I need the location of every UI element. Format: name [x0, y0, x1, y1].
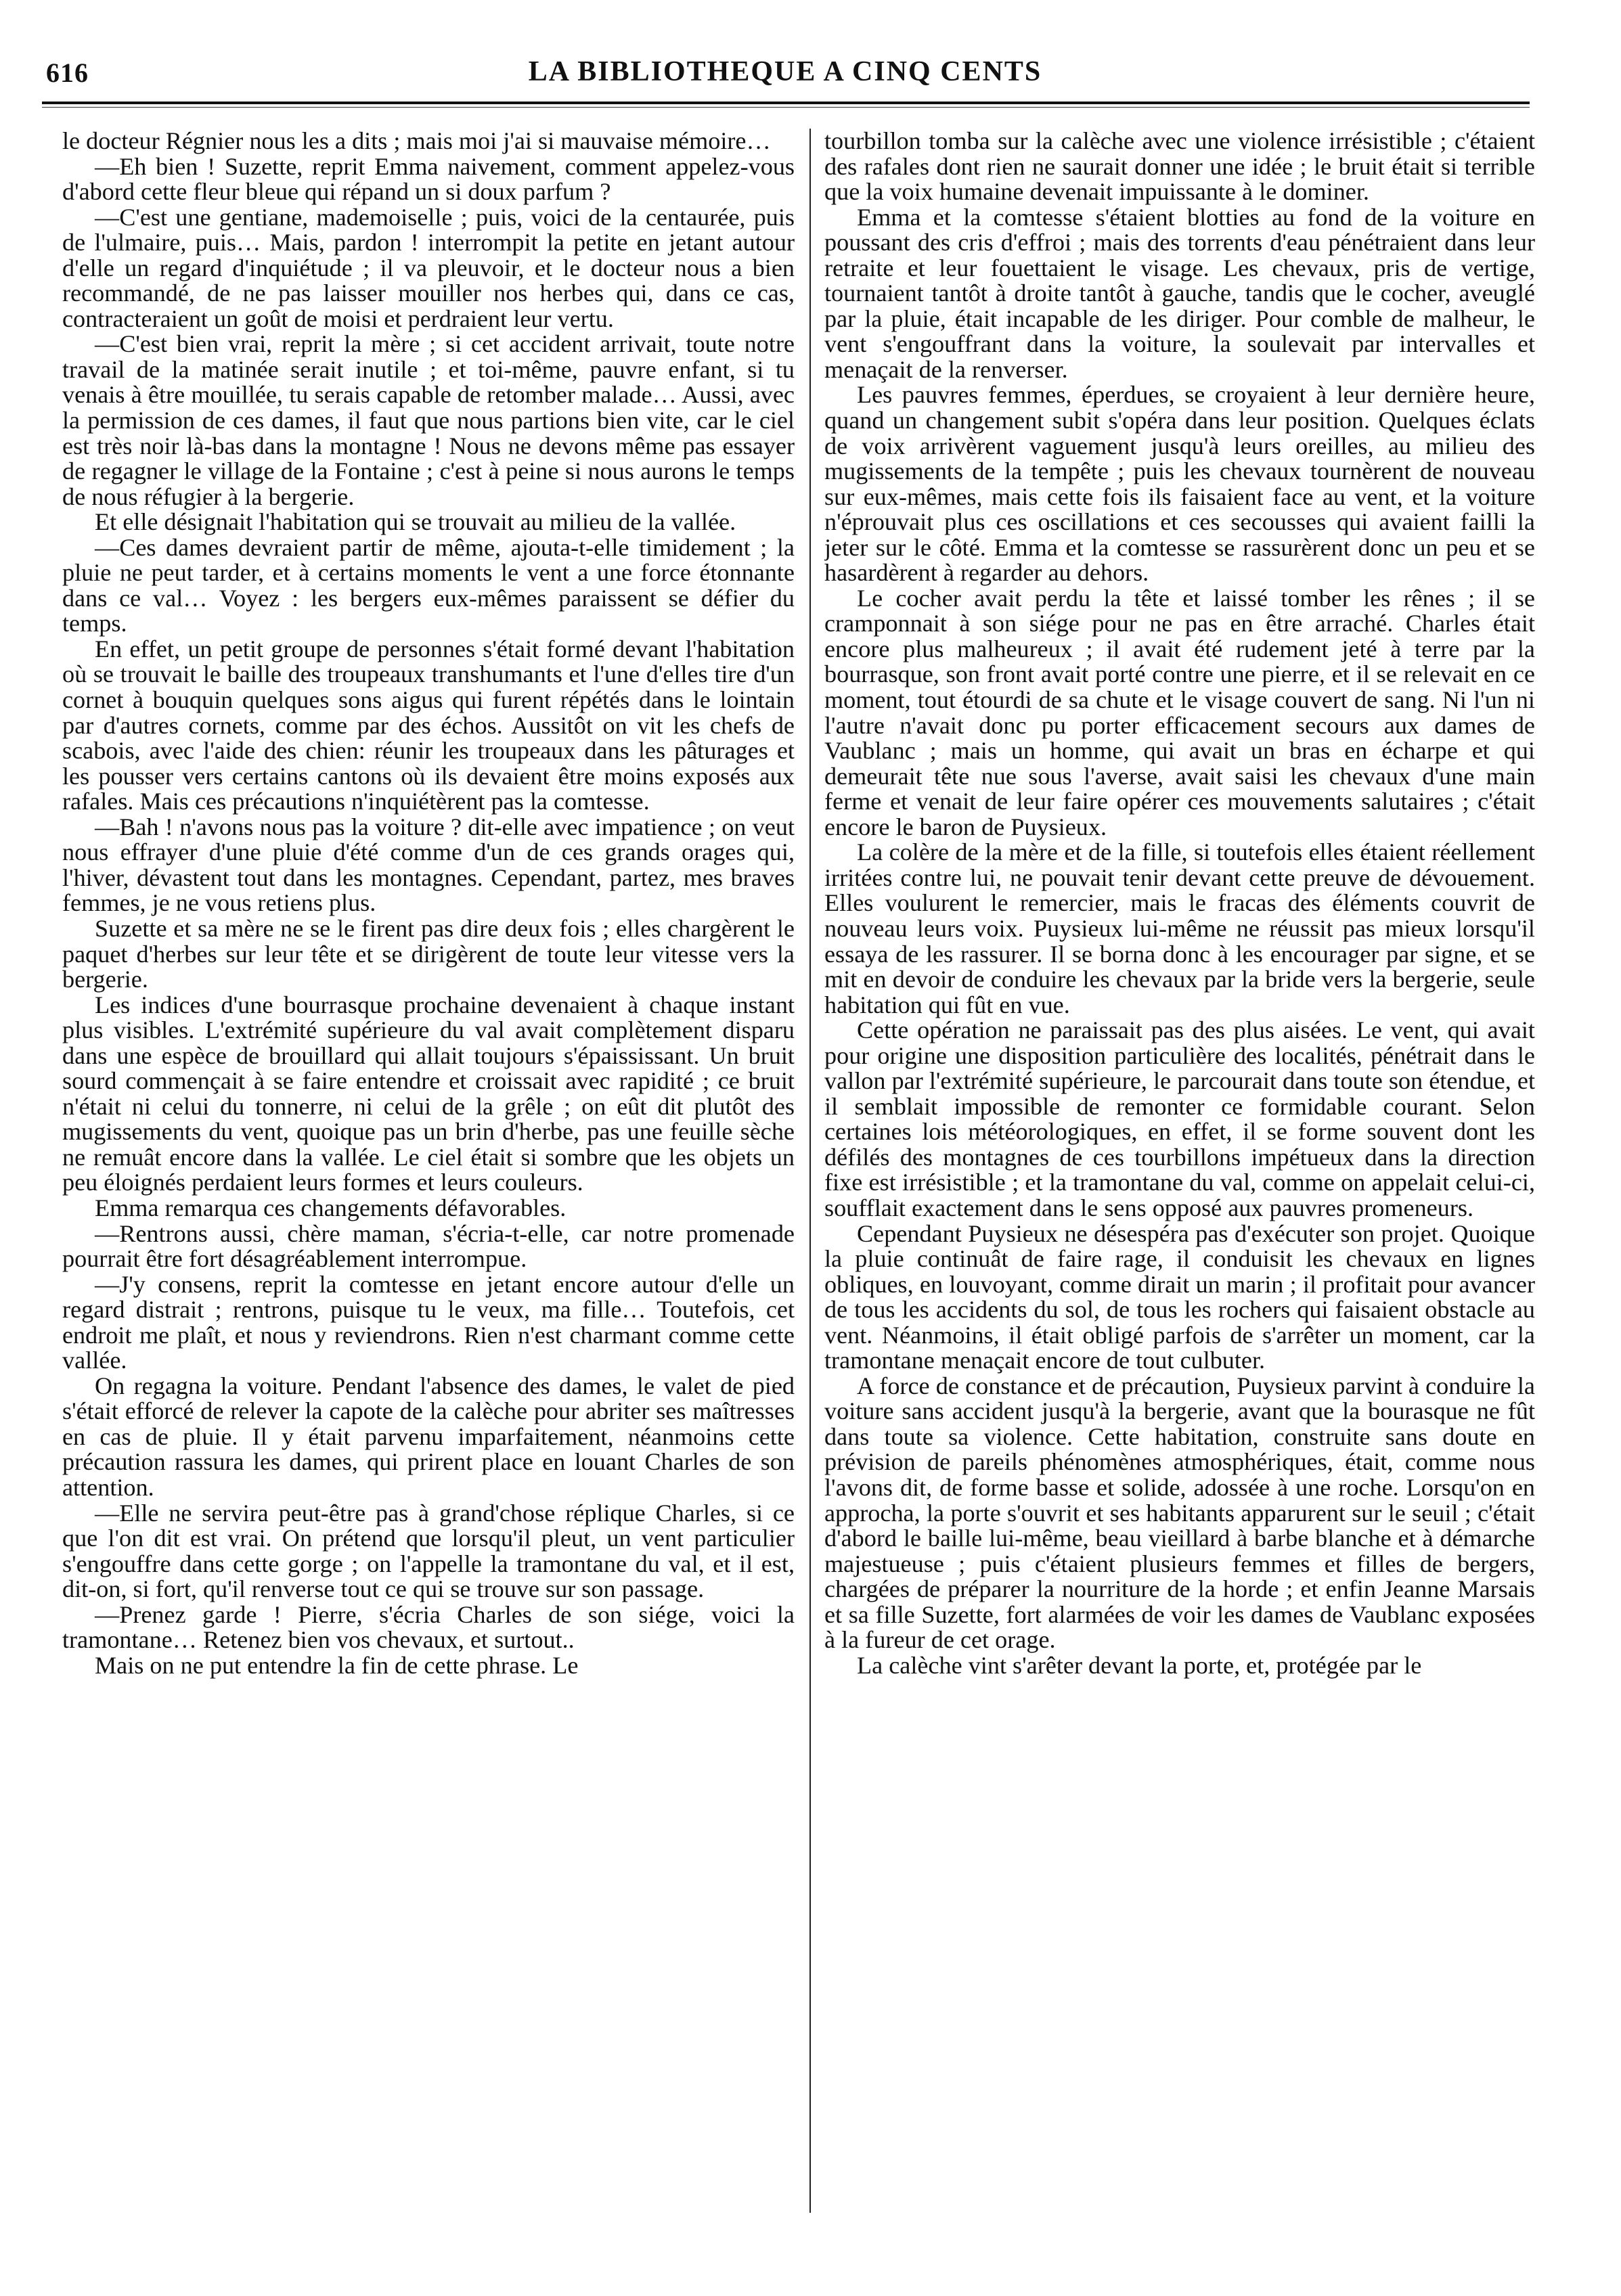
paragraph: —Prenez garde ! Pierre, s'écria Charles de son siége, voici la tramontane… Retenez bien vos chevaux, et surtout..: [62, 1600, 795, 1654]
header-rule: [42, 102, 1530, 104]
paragraph: Cette opération ne paraissait pas des plus aisées. Le vent, qui avait pour origine une disposition particulière des localités, pénétrait dans le vallon par l'extrémité supérieure, le parcourait dans toute son étendue, et il semblait impossible de remonter ce formidable courant. Selon certaines lois météorologiques, en effet, il se forme souvent dont les défilés des montagnes de ces tourbillons impétueux dans la direction fixe est irrésistible ; et la tramontane du val, comme on appelait celui-ci, soufflait exactement dans le sens opposé aux pauvres promeneurs.: [824, 1016, 1535, 1221]
paragraph: La colère de la mère et de la fille, si toutefois elles étaient réellement irritées contre lui, ne pouvait tenir devant cette preuve de dévouement. Elles voulurent le remercier, mais le fracas des éléments couvrit de nouveau leurs voix. Puysieux lui-même ne réussit pas mieux lorsqu'il essaya de les rassurer. Il se borna donc à les encourager par signe, et se mit en devoir de conduire les chevaux par la bride vers la bergerie, seule habitation qui fût en vue.: [824, 838, 1535, 1018]
paragraph: La calèche vint s'arêter devant la porte, et, protégée par le: [857, 1651, 1422, 1679]
paragraph: Emma et la comtesse s'étaient blotties au fond de la voiture en poussant des cris d'effroi ; mais des torrents d'eau pénétraient dans leur retraite et leur fouettaient le visage. Les chevaux, pris de vertige, tournaient tantôt à droite tantôt à gauche, tandis que le cocher, aveuglé par la pluie, était incapable de les diriger. Pour comble de malheur, le vent s'engouffrant dans la voiture, la soulevait par intervalles et menaçait de la renverser.: [824, 203, 1535, 383]
paragraph: Mais on ne put entendre la fin de cette phrase. Le: [95, 1651, 579, 1679]
left-column: [62, 129, 795, 2213]
paragraph: —C'est bien vrai, reprit la mère ; si cet accident arrivait, toute notre travail de la matinée serait inutile ; et toi-même, pauvre enfant, si tu venais à être mouillée, tu serais capable de retomber malade… Aussi, avec la permission de ces dames, il faut que nous partions bien vite, car le ciel est très noir là-bas dans la montagne ! Nous ne devons même pas essayer de regagner le village de la Fontaine ; c'est à peine si nous aurons le temps de nous réfugier à la bergerie.: [62, 330, 795, 510]
paragraph: —Elle ne servira peut-être pas à grand'chose réplique Charles, si ce que l'on dit est vrai. On prétend que lorsqu'il pleut, un vent particulier s'engouffre dans cette gorge ; on l'appelle la tramontane du val, et il est, dit-on, si fort, qu'il renverse tout ce qui se trouve sur son passage.: [62, 1499, 795, 1603]
header-rule-thin: [42, 107, 1530, 108]
paragraph: —C'est une gentiane, mademoiselle ; puis, voici de la centaurée, puis de l'ulmaire, puis… Mais, pardon ! interrompit la petite en jetant autour d'elle un regard d'inquiétude ; il va pleuvoir, et le docteur nous a bien recommandé, de ne pas laisser mouiller nos herbes qui, dans ce cas, contracteraient un goût de moisi et perdraient leur vertu.: [62, 203, 795, 332]
paragraph: Cependant Puysieux ne désespéra pas d'exécuter son projet. Quoique la pluie continuât de faire rage, il conduisit les chevaux en lignes obliques, en louvoyant, comme dirait un marin ; il profitait pour avancer de tous les accidents du sol, de tous les rochers qui faisaient obstacle au vent. Néanmoins, il était obligé parfois de s'arrêter un moment, car la tramontane menaçait encore de tout culbuter.: [824, 1219, 1535, 1374]
paragraph: Les pauvres femmes, éperdues, se croyaient à leur dernière heure, quand un changement subit s'opéra dans leur position. Quelques éclats de voix arrivèrent vaguement jusqu'à leurs oreilles, au milieu des mugissements de la tempête ; puis les chevaux tournèrent de nouveau sur eux-mêmes, mais cette fois ils faisaient face au vent, et la voiture n'éprouvait plus ces oscillations et ces secousses qui avaient failli la jeter sur le côté. Emma et la comtesse se rassurèrent donc un peu et se hasardèrent à regarder au dehors.: [824, 381, 1535, 587]
right-column: [824, 129, 1535, 2213]
paragraph: A force de constance et de précaution, Puysieux parvint à conduire la voiture sans accident jusqu'à la bergerie, avant que la bourasque ne fût dans toute sa violence. Cette habitation, construite sans doute en prévision de pareils phénomènes atmosphériques, était, comme nous l'avons dit, de forme basse et solide, adossée à une roche. Lorsqu'on en approcha, la porte s'ouvrit et ses habitants apparurent sur le seuil ; c'était d'abord le baille lui-même, beau vieillard à barbe blanche et à démarche majestueuse ; puis c'étaient plusieurs femmes et filles de bergers, chargées de préparer la nourriture de la horde ; et enfin Jeanne Marsais et sa fille Suzette, fort alarmées de voir les dames de Vaublanc exposées à la fureur de cet orage.: [824, 1372, 1535, 1654]
page-header: [41, 53, 1530, 95]
column-divider: [809, 129, 811, 2213]
paragraph: Les indices d'une bourrasque prochaine devenaient à chaque instant plus visibles. L'extrémité supérieure du val avait complètement disparu dans une espèce de brouillard qui allait toujours s'épaississant. Un bruit sourd commençait à se faire entendre et croissait avec rapidité ; ce bruit n'était ni celui du tonnerre, ni celui de la grêle ; on eût dit plutôt des mugissements du vent, quoique pas un brin d'herbe, pas une feuille sèche ne remuât encore dans la vallée. Le ciel était si sombre que les objets un peu éloignés perdaient leurs formes et leurs couleurs.: [62, 991, 795, 1196]
paragraph: On regagna la voiture. Pendant l'absence des dames, le valet de pied s'était efforcé de relever la capote de la calèche pour abriter ses maîtresses en cas de pluie. Il y était parvenu imparfaitement, néanmoins cette précaution rassura les dames, qui prirent place en louant Charles de son attention.: [62, 1372, 795, 1501]
paragraph: Le cocher avait perdu la tête et laissé tomber les rênes ; il se cramponnait à son siége pour ne pas en être arraché. Charles était encore plus malheureux ; il avait été rudement jeté à terre par la bourrasque, son front avait porté contre une pierre, et il se relevait en ce moment, tout étourdi de sa chute et le visage couvert de sang. Ni l'un ni l'autre n'avait donc pu porter efficacement secours aux dames de Vaublanc ; mais un homme, qui avait un bras en écharpe et qui demeurait tête nue sous l'averse, avait saisi les chevaux d'une main ferme et venait de leur faire opérer ces mouvements salutaires ; c'était encore le baron de Puysieux.: [824, 584, 1535, 840]
running-title: LA BIBLIOTHEQUE A CINQ CENTS: [528, 56, 1042, 87]
paragraph: —J'y consens, reprit la comtesse en jetant encore autour d'elle un regard distrait ; rentrons, puisque tu le veux, ma fille… Toutefois, cet endroit me plaît, et nous y reviendrons. Rien n'est charmant comme cette vallée.: [62, 1270, 795, 1374]
paragraph: —Eh bien ! Suzette, reprit Emma naivement, comment appelez-vous d'abord cette fleur bleue qui répand un si doux parfum ?: [62, 152, 795, 206]
paragraph: Emma remarqua ces changements défavorables.: [95, 1194, 567, 1221]
paragraph: —Bah ! n'avons nous pas la voiture ? dit-elle avec impatience ; on veut nous effrayer d'une pluie d'été comme d'un de ces grands orages qui, l'hiver, dévastent tout dans les montagnes. Cependant, partez, mes braves femmes, je ne vous retiens plus.: [62, 813, 795, 917]
paragraph: Et elle désignait l'habitation qui se trouvait au milieu de la vallée.: [95, 508, 736, 536]
page-number: 616: [46, 58, 89, 88]
paragraph: —Ces dames devraient partir de même, ajouta-t-elle timidement ; la pluie ne peut tarder, et à certains moments le vent a une force étonnante dans ce val… Voyez : les bergers eux-mêmes paraissent se défier du temps.: [62, 533, 795, 637]
paragraph: —Rentrons aussi, chère maman, s'écria-t-elle, car notre promenade pourrait être fort désagréablement interrompue.: [62, 1219, 795, 1273]
paragraph: le docteur Régnier nous les a dits ; mais moi j'ai si mauvaise mémoire…: [62, 129, 771, 154]
paragraph: tourbillon tomba sur la calèche avec une violence irrésistible ; c'étaient des rafales dont rien ne saurait donner une idée ; le bruit était si terrible que la voix humaine devenait impuissante à le dominer.: [824, 129, 1535, 206]
paragraph: En effet, un petit groupe de personnes s'était formé devant l'habitation où se trouvait le baille des troupeaux transhumants et l'une d'elles tire d'un cornet à bouquin quelques sons aigus qui furent répétés dans le lointain par d'autres cornets, comme par des échos. Aussitôt on vit les chefs de scabois, avec l'aide des chien: réunir les troupeaux dans les pâturages et les pousser vers certains cantons où ils devaient être moins exposés aux rafales. Mais ces précautions n'inquiétèrent pas la comtesse.: [62, 635, 795, 815]
paragraph: Suzette et sa mère ne se le firent pas dire deux fois ; elles chargèrent le paquet d'herbes sur leur tête et se dirigèrent de toute leur vitesse vers la bergerie.: [62, 914, 795, 993]
